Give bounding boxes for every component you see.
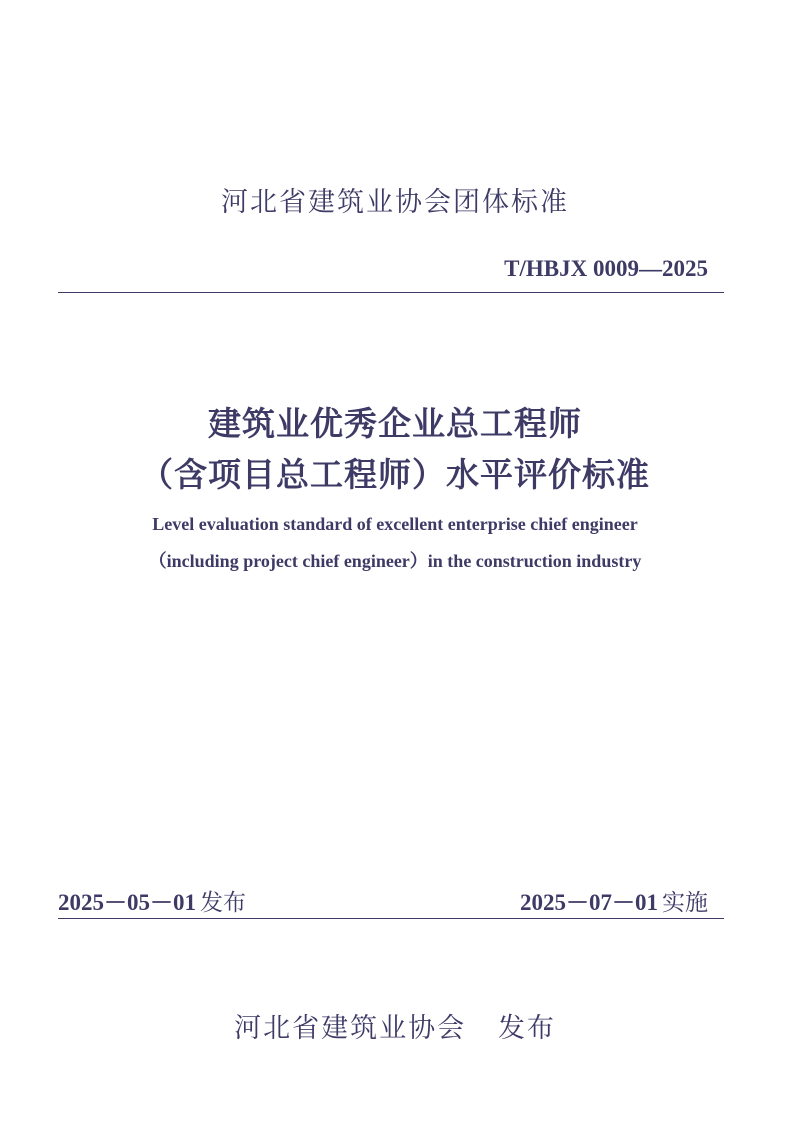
bottom-divider [58, 918, 724, 919]
footer-publisher: 河北省建筑业协会 [234, 1013, 467, 1044]
publish-date: 2025－05－01 [58, 890, 196, 915]
publish-date-block [58, 884, 246, 917]
document-title-en-line1: Level evaluation standard of excellent enterprise chief engineer [152, 514, 638, 534]
footer-publisher-label: 发布 [497, 1013, 556, 1044]
implement-date-block [520, 884, 708, 917]
top-divider [58, 292, 724, 293]
document-title-cn-line1: 建筑业优秀企业总工程师 [208, 407, 582, 443]
implement-label: 实施 [662, 890, 708, 916]
document-title-en-line2: （including project chief engineer）in the construction industry [148, 551, 642, 571]
standard-number: T/HBJX 0009—2025 [504, 256, 708, 281]
organization-title: 河北省建筑业协会团体标准 [221, 187, 569, 218]
document-title-cn-line2: （含项目总工程师）水平评价标准 [140, 458, 650, 494]
footer-publisher-block [0, 1006, 790, 1045]
publish-label: 发布 [200, 890, 246, 916]
implement-date: 2025－07－01 [520, 890, 658, 915]
